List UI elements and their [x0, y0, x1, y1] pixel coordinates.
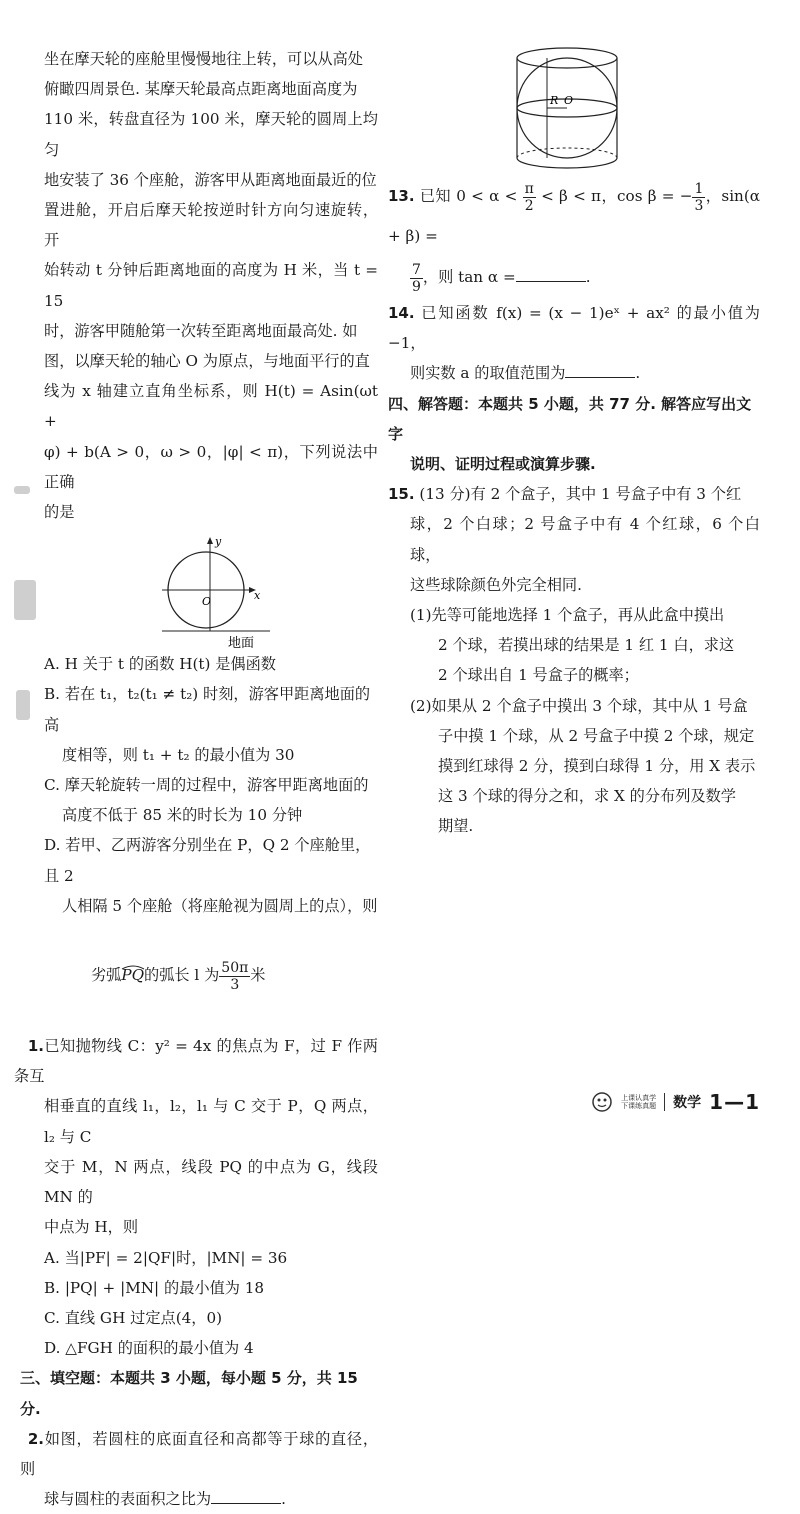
- q13-text-a: 已知 0 < α <: [419, 187, 518, 205]
- q15-part2: (2)如果从 2 个盒子中摸出 3 个球，其中从 1 号盒: [410, 696, 748, 715]
- q10-option-a: A. H 关于 t 的函数 H(t) 是偶函数: [44, 655, 276, 674]
- q13-line: [388, 176, 765, 256]
- d3-pre: 劣弧: [90, 966, 122, 985]
- q10-option-d-cont2: [44, 921, 378, 1029]
- arc-pq: [121, 966, 144, 984]
- q11-number: 1.: [27, 1037, 44, 1056]
- footer-divider: [664, 1093, 665, 1111]
- q10-line: 图，以摩天轮的轴心 O 为原点，与地面平行的直: [44, 352, 370, 371]
- q15-line: 球，2 个白球；2 号盒子中有 4 个红球，6 个白球，: [410, 515, 760, 564]
- question-12: [20, 1424, 378, 1514]
- q11-line: 相垂直的直线 l₁，l₂，l₁ 与 C 交于 P，Q 两点，l₂ 与 C: [44, 1097, 378, 1146]
- q15-line: [388, 479, 760, 509]
- q11-line: 交于 M，N 两点，线段 PQ 的中点为 G，线段 MN 的: [44, 1157, 383, 1207]
- question-10-stem: [44, 44, 383, 527]
- brand-slogan: [621, 1094, 656, 1110]
- q15-number: 15.: [388, 485, 415, 504]
- q15-part1-cont: 2 个球，若摸出球的结果是 1 红 1 白，求这: [438, 636, 735, 655]
- q12-number: 2.: [27, 1429, 44, 1448]
- q14-text-2: 则实数 a 的取值范围为: [410, 364, 566, 383]
- q12-text: 如图，若圆柱的底面直径和高都等于球的直径，则: [20, 1429, 378, 1478]
- q10-option-d-cont: 人相隔 5 个座舱（将座舱视为圆周上的点），则: [62, 896, 378, 915]
- axis-x-label: x: [254, 589, 261, 603]
- q15-part2-cont: 子中摸 1 个球，从 2 号盒子中摸 2 个球，规定: [438, 726, 755, 745]
- left-column: [14, 44, 383, 1514]
- q11-line: 中点为 H，则: [44, 1218, 139, 1237]
- label-r: R: [550, 94, 559, 107]
- q11-option-a: A. 当|PF| = 2|QF|时，|MN| = 36: [44, 1248, 288, 1267]
- q10-line: φ) + b(A > 0，ω > 0，|φ| < π)，下列说法中正确: [44, 442, 378, 491]
- q10-option-b-cont: 度相等，则 t₁ + t₂ 的最小值为 30: [62, 745, 295, 764]
- scan-mark: [14, 580, 36, 620]
- q15-part2-cont: 摸到红球得 2 分，摸到白球得 1 分，用 X 表示: [438, 757, 756, 776]
- q14-end: .: [635, 364, 641, 383]
- origin-label: O: [202, 595, 212, 609]
- question-14: [388, 298, 765, 389]
- q11-option-b: B. |PQ| + |MN| 的最小值为 18: [44, 1278, 265, 1297]
- frac-den: 2: [524, 197, 534, 214]
- axis-y-label: y: [215, 535, 222, 549]
- q10-line: 时，游客甲随舱第一次转至距离地面最高处. 如: [44, 321, 358, 340]
- q14-answer-blank[interactable]: [565, 361, 635, 378]
- question-10-options: [44, 649, 378, 1029]
- q10-option-d: D. 若甲、乙两游客分别坐在 P，Q 2 个座舱里，且 2: [44, 836, 371, 885]
- q10-line: 俯瞰四周景色. 某摩天轮最高点距离地面高度为: [44, 80, 358, 99]
- q12-end: .: [281, 1490, 286, 1509]
- q12-text-2: 球与圆柱的表面积之比为: [44, 1490, 212, 1509]
- brand-logo-icon: [591, 1091, 613, 1113]
- cylinder-bottom-front: [517, 158, 617, 168]
- q13-text-c: ，sin(α + β) =: [388, 187, 765, 245]
- q10-option-b: B. 若在 t₁，t₂(t₁ ≠ t₂) 时刻，游客甲距离地面的高: [44, 685, 371, 734]
- q12-line: [20, 1424, 378, 1484]
- q14-text: 已知函数 f(x) = (x − 1)eˣ + ax² 的最小值为 −1，: [388, 304, 765, 353]
- q10-line: 110 米，转盘直径为 100 米，摩天轮的圆周上均匀: [44, 110, 378, 159]
- fraction-1-over-3: [692, 181, 705, 214]
- page-footer: [591, 1088, 760, 1116]
- frac-num: 7: [412, 261, 421, 278]
- q10-line: 地安装了 36 个座舱，游客甲从距离地面最近的位: [44, 170, 377, 189]
- q15-part1-cont: 2 个球出自 1 号盒子的概率；: [438, 666, 639, 685]
- scan-mark: [16, 690, 30, 720]
- section-4-heading: 四、解答题：本题共 5 小题，共 77 分. 解答应写出文字: [388, 394, 752, 443]
- cylinder-bottom-back: [517, 148, 617, 158]
- frac-den: 9: [412, 278, 421, 295]
- question-11: [14, 1031, 383, 1363]
- frac-den: 3: [694, 197, 704, 214]
- arc-pq-label: PQ: [121, 966, 145, 985]
- frac-den: 3: [230, 976, 240, 993]
- fraction-pi-over-2: [523, 181, 536, 214]
- q12-answer-blank[interactable]: [211, 1487, 281, 1504]
- q11-option-c: C. 直线 GH 过定点(4，0): [44, 1308, 223, 1327]
- q13-answer-blank[interactable]: [516, 265, 586, 282]
- slogan-line-2: 下课练真题: [621, 1102, 657, 1110]
- q13-text-b: < β < π，cos β = −: [541, 187, 693, 205]
- q10-line: 始转动 t 分钟后距离地面的高度为 H 米，当 t = 15: [44, 261, 383, 310]
- q14-number: 14.: [388, 304, 415, 322]
- q15-part2-cont: 期望.: [438, 817, 474, 836]
- q10-line: 线为 x 轴建立直角坐标系，则 H(t) = Asin(ωt +: [44, 382, 383, 431]
- q10-option-c: C. 摩天轮旋转一周的过程中，游客甲距离地面的: [44, 776, 369, 795]
- scan-mark: [14, 486, 30, 494]
- q11-option-d: D. △FGH 的面积的最小值为 4: [44, 1339, 254, 1358]
- label-o: O: [564, 94, 574, 107]
- q13-end: .: [585, 268, 591, 286]
- q10-line: 的是: [44, 503, 75, 522]
- frac-num: 1: [694, 180, 704, 197]
- slogan-line-1: 上课认真学: [621, 1094, 657, 1102]
- q10-option-c-cont: 高度不低于 85 米的时长为 10 分钟: [62, 806, 303, 825]
- section-3-heading: 三、填空题：本题共 3 小题，每小题 5 分，共 15 分.: [20, 1369, 358, 1418]
- d3-post: 米: [250, 966, 266, 985]
- q12-line: [20, 1484, 378, 1514]
- subject-label: 数学: [673, 1095, 702, 1111]
- q10-line: 坐在摩天轮的座舱里慢慢地往上转，可以从高处: [44, 50, 363, 68]
- page-number: 1—1: [709, 1090, 760, 1114]
- arc-mark: [121, 964, 145, 970]
- q13-text-d: ，则 tan α =: [422, 268, 516, 286]
- ground-label: 地面: [228, 636, 255, 652]
- cylinder-sphere-figure: [388, 36, 760, 176]
- d3-mid: 的弧长 l 为: [144, 966, 220, 985]
- y-axis-arrow: [207, 537, 213, 544]
- q11-line: [14, 1031, 378, 1091]
- q11-text: 已知抛物线 C：y² = 4x 的焦点为 F，过 F 作两条互: [14, 1037, 378, 1086]
- section-4-heading-cont: 说明、证明过程或演算步骤.: [410, 455, 596, 474]
- ferris-wheel-figure: [44, 527, 378, 653]
- frac-num: 50π: [221, 959, 249, 976]
- equator-front: [517, 108, 617, 117]
- question-15: [388, 479, 760, 841]
- right-column: [388, 36, 765, 842]
- q15-part1: (1)先等可能地选择 1 个盒子，再从此盒中摸出: [410, 606, 725, 625]
- q13-number: 13.: [388, 187, 415, 205]
- q15-line: 这些球除颜色外完全相同.: [410, 575, 582, 594]
- q14-line: [388, 298, 765, 358]
- q13-line-2: [388, 256, 760, 298]
- frac-num: π: [524, 180, 534, 197]
- fraction-7-over-9: [410, 262, 423, 295]
- q10-line: 置进舱，开启后摩天轮按逆时针方向匀速旋转，开: [44, 201, 378, 250]
- fraction-50pi-over-3: [219, 960, 250, 993]
- q15-part2-cont: 这 3 个球的得分之和，求 X 的分布列及数学: [438, 787, 736, 806]
- q14-line-2: [388, 358, 760, 388]
- question-13: [388, 176, 765, 298]
- q15-text: (13 分)有 2 个盒子，其中 1 号盒子中有 3 个红: [419, 485, 742, 504]
